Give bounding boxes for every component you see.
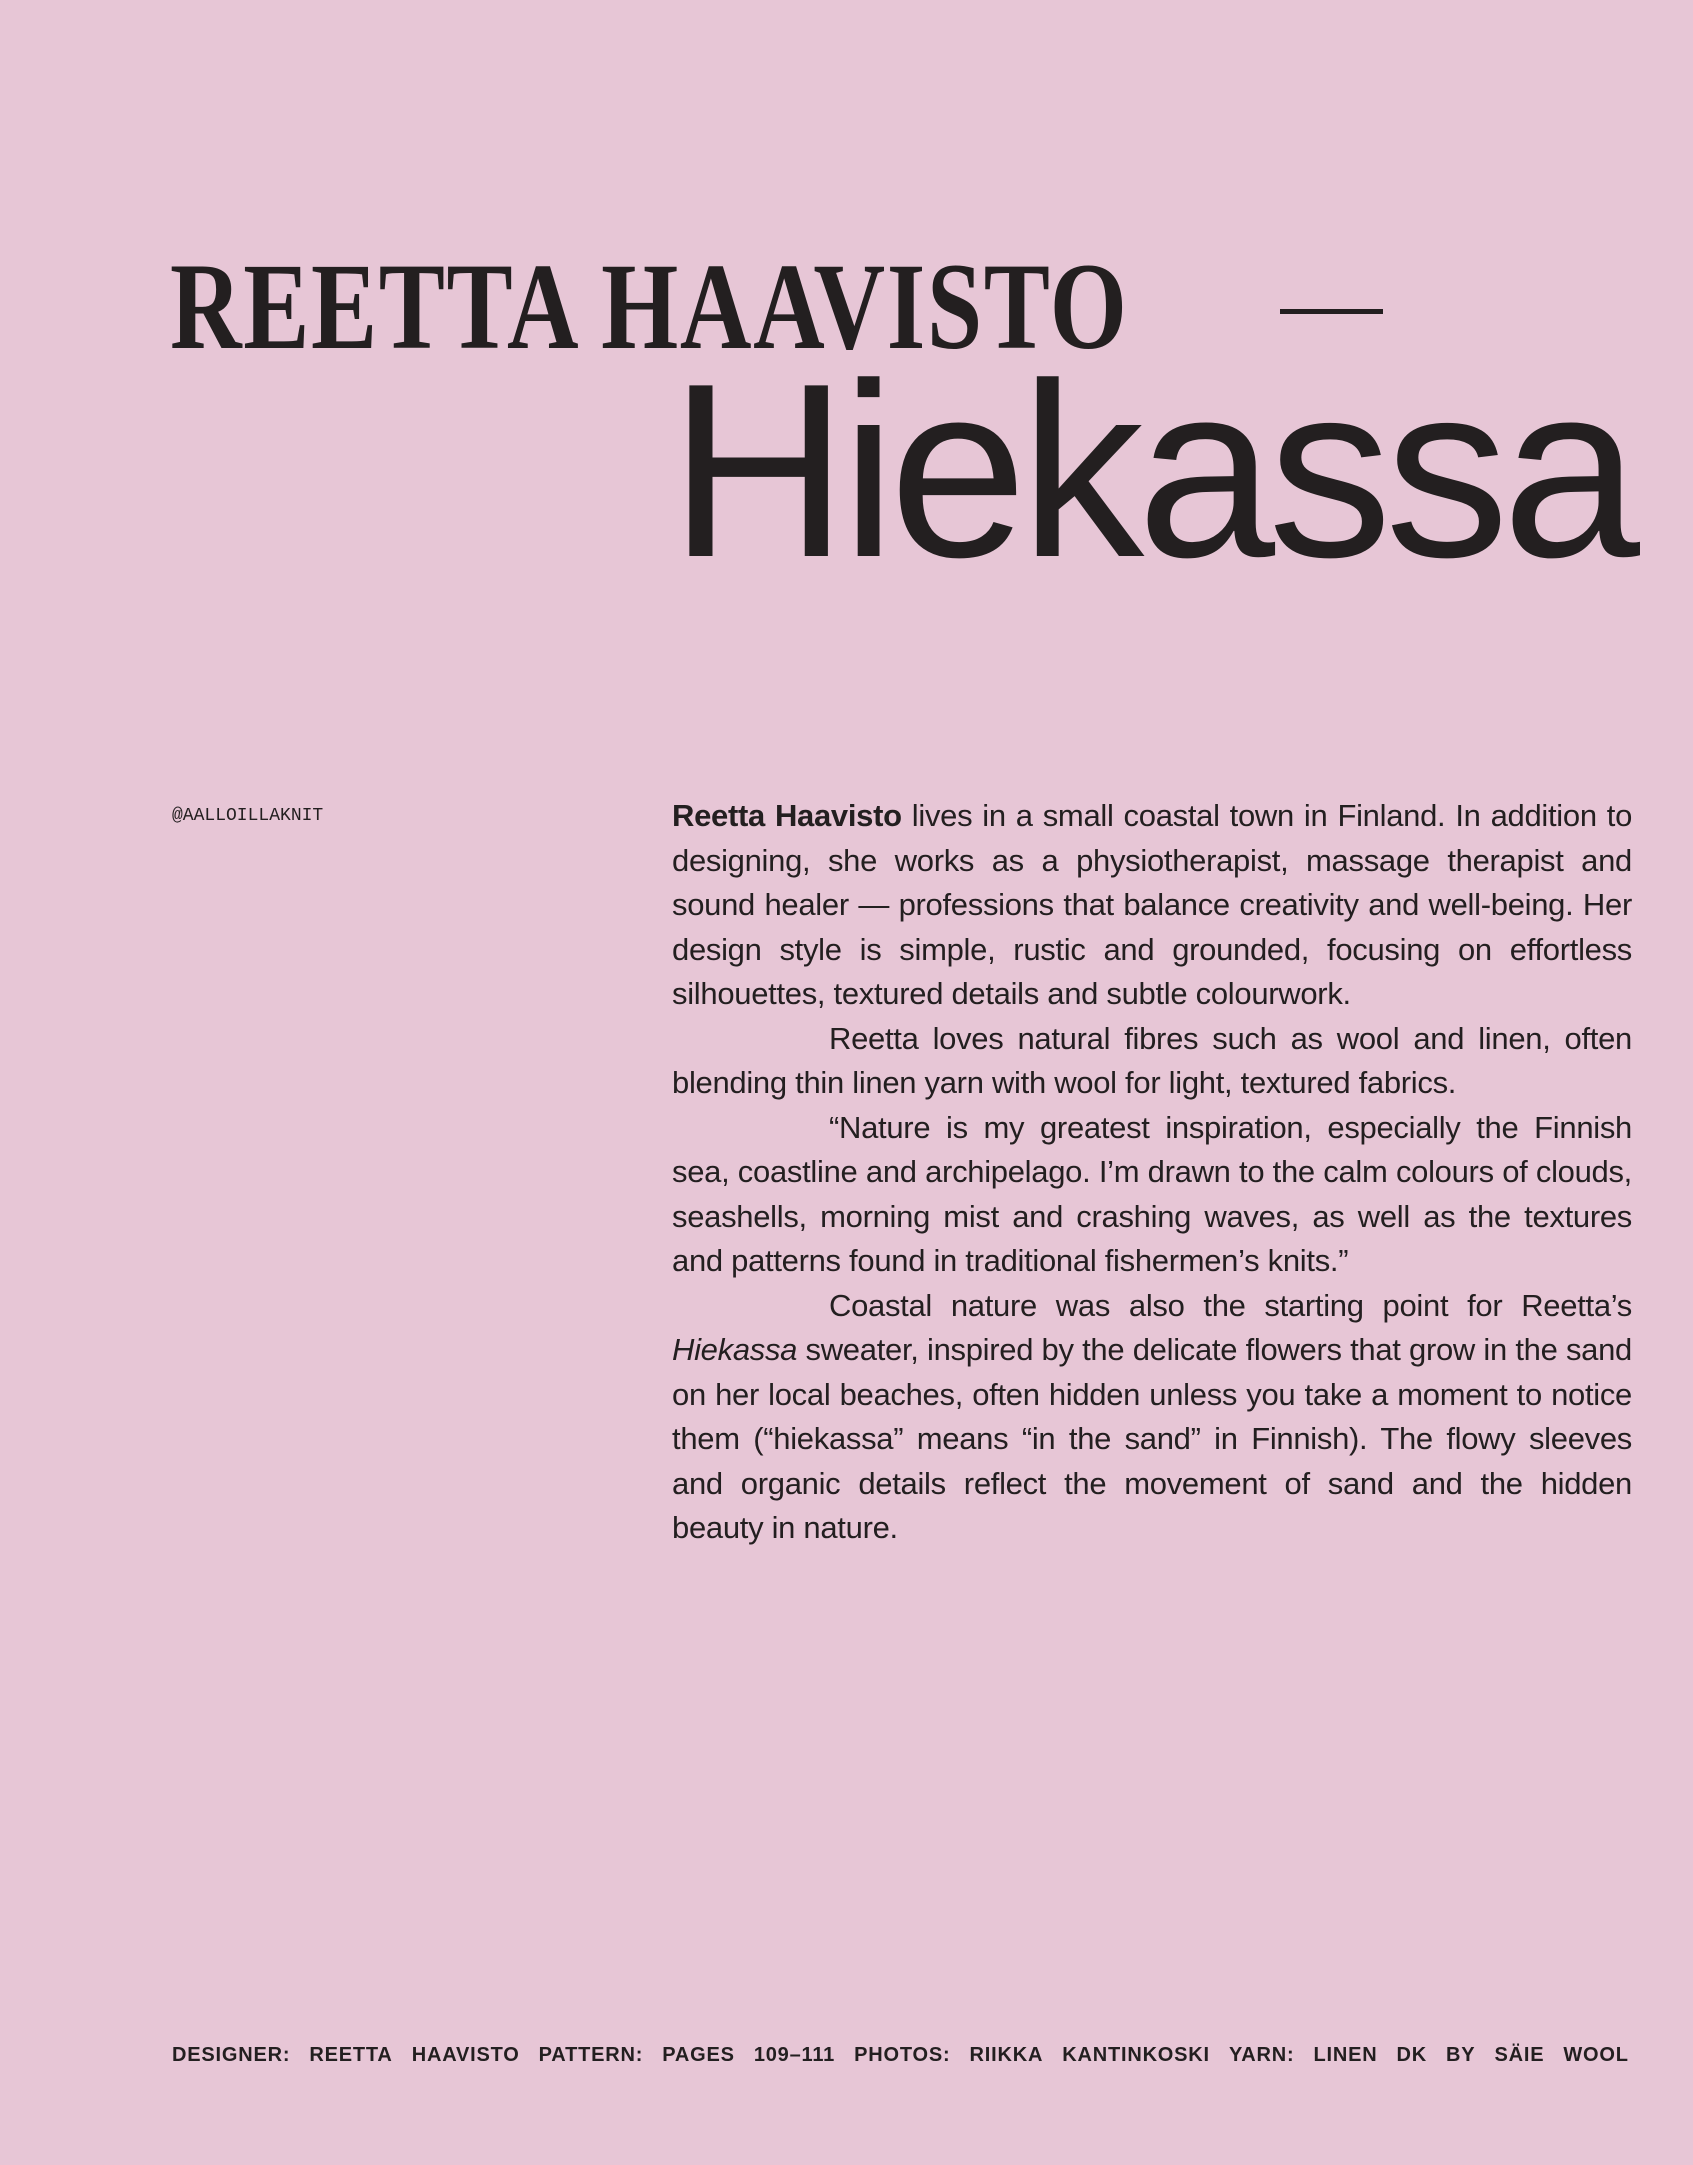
paragraph-hiekassa (672, 1284, 1632, 1551)
credit-word: HAAVISTO (411, 2044, 520, 2066)
credit-word: DESIGNER: (172, 2044, 291, 2066)
credit-word: REETTA (309, 2044, 393, 2066)
credit-word: BY (1446, 2044, 1476, 2066)
credit-word: PHOTOS: (854, 2044, 951, 2066)
paragraph-fibres: Reetta loves natural fibres such as wool and linen, often blending thin linen yarn with wool for light, textured fabrics. (672, 1020, 1632, 1100)
credit-word: YARN: (1228, 2044, 1295, 2066)
credit-word: PATTERN: (538, 2044, 644, 2066)
article-body (672, 794, 1632, 1551)
credit-word: 109–111 (753, 2044, 836, 2066)
credits-line (172, 2043, 1629, 2067)
paragraph-intro-text: lives in a small coastal town in Finland. In addition to designing, she works as a physiotherapist, massage therapist and sound healer — professions that balance creativity and well-being. Her design style is simple, rustic and grounded, focusing on effortless silhouettes, textured details and subtle colourwork. (672, 798, 1633, 1011)
credit-word: RIIKKA (969, 2044, 1044, 2066)
credit-word: WOOL (1563, 2044, 1629, 2066)
instagram-handle: @AALLOILLAKNIT (172, 806, 324, 826)
designer-name-heading: REETTA HAAVISTO (170, 238, 1129, 375)
credit-word: PAGES (662, 2044, 735, 2066)
title-dash-divider (1280, 309, 1383, 314)
credit-word: DK (1396, 2044, 1427, 2066)
paragraph-quote: “Nature is my greatest inspiration, especially the Finnish sea, coastline and archipelago. I’m drawn to the calm colours of clouds, seashells, morning mist and crashing waves, as well as the textures and patterns found in traditional fishermen’s knits.” (672, 1109, 1632, 1278)
designer-name-bold: Reetta Haavisto (672, 798, 902, 833)
credit-word: KANTINKOSKI (1062, 2044, 1210, 2066)
paragraph-intro (672, 794, 1632, 1017)
pattern-name-italic: Hiekassa (672, 1332, 798, 1367)
paragraph-hiekassa-text: sweater, inspired by the delicate flowers that grow in the sand on her local beaches, often hidden unless you take a moment to notice them (“hiekassa” means “in the sand” in Finnish). The flowy sleeves and organic details reflect the movement of sand and the hidden beauty in nature. (672, 1332, 1632, 1545)
paragraph-hiekassa-lead: Coastal nature was also the starting point for Reetta’s (829, 1287, 1632, 1323)
credit-word: LINEN (1313, 2044, 1378, 2066)
pattern-title: Hiekassa (669, 331, 1633, 609)
credit-word: SÄIE (1494, 2044, 1545, 2066)
